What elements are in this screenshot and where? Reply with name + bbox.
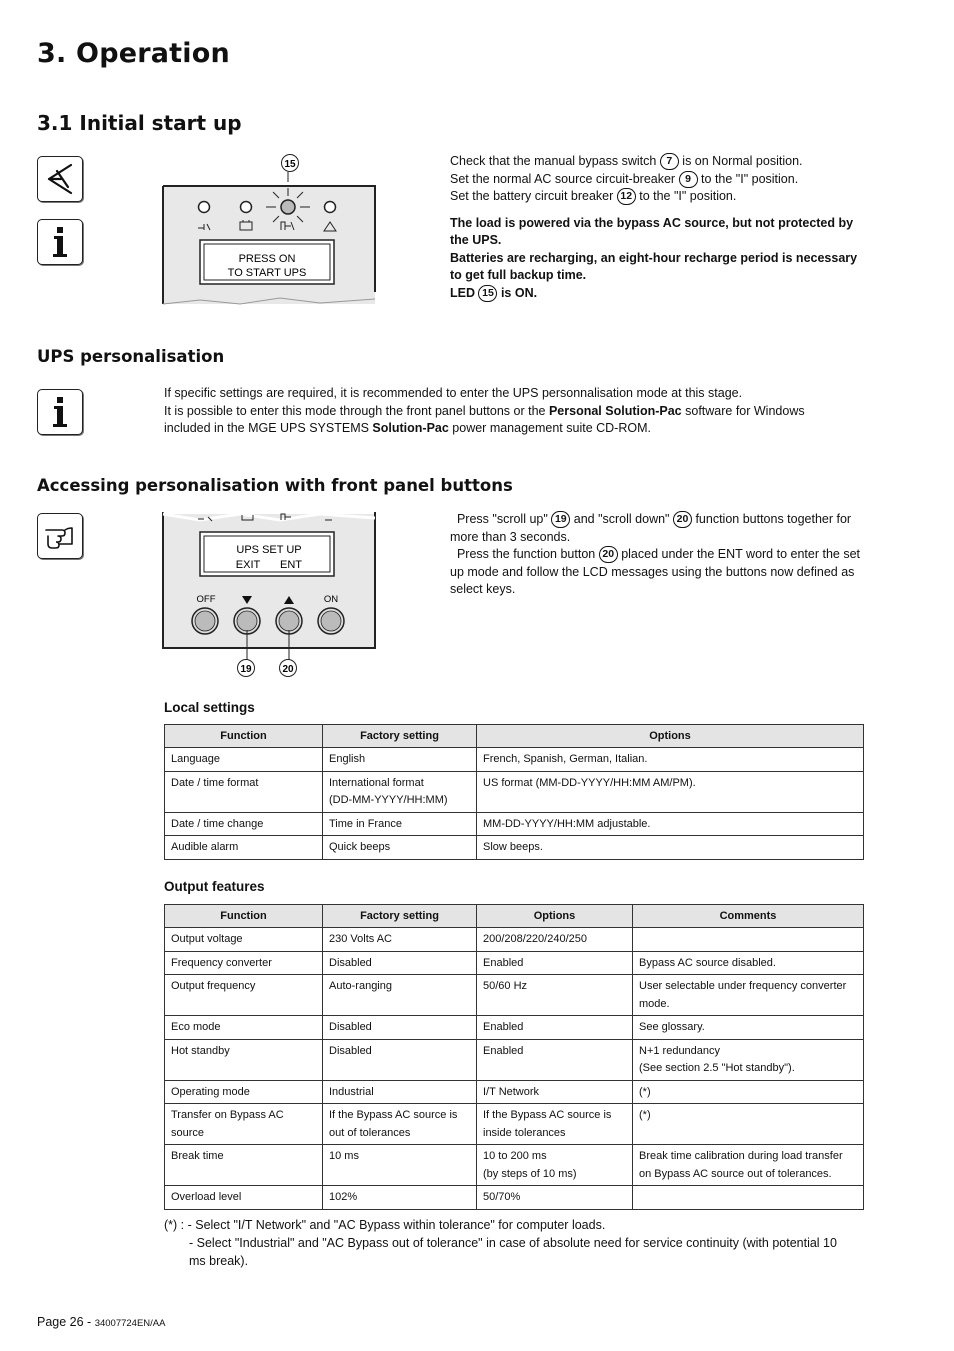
table-row [165,1016,864,1040]
instruction-line: Check that the manual bypass switch 7 is on Normal position. [450,153,860,171]
table-cell: Output voltage [165,928,323,952]
table-cell: 230 Volts AC [323,928,477,952]
table-cell: French, Spanish, German, Italian. [477,748,864,772]
table-row [165,1186,864,1210]
table-row [165,812,864,836]
table-cell: See glossary. [633,1016,864,1040]
on-label: ON [323,594,339,605]
footnote-line-2: - Select "Industrial" and "AC Bypass out of tolerance" in case of absolute need for service continuity (with potential 10 ms break). [189,1236,837,1268]
front-panel-diagram-setup [160,510,380,682]
off-label: OFF [196,594,216,605]
table-cell: 50/70% [477,1186,633,1210]
led-status: LED 15 is ON. [450,285,860,303]
table-cell [633,928,864,952]
access-step-1: Press "scroll up" 19 and "scroll down" 20 function buttons together for more than 3 seconds. [450,512,852,544]
table-cell: Auto-ranging [323,975,477,1016]
table-cell: If the Bypass AC source is out of tolerances [323,1104,477,1145]
warning-battery: Batteries are recharging, an eight-hour recharge period is necessary to get full backup time. [450,250,858,282]
table-cell: 102% [323,1186,477,1210]
access-step-2: Press the function button 20 placed under the ENT word to enter the set up mode and follow the LCD messages using the buttons now defined as select keys. [450,547,860,596]
personalisation-text [164,385,864,438]
table-cell: US format (MM-DD-YYYY/HH:MM AM/PM). [477,771,864,812]
personalisation-line: It is possible to enter this mode through the front panel buttons or the Personal Solution-Pac software for Windows [164,403,805,418]
initial-start-instructions [450,153,860,302]
table-row [165,975,864,1016]
table-cell: Disabled [323,1016,477,1040]
table-row [165,748,864,772]
table-cell: (*) [633,1104,864,1145]
footnote-line-1: (*) : - Select "I/T Network" and "AC Bypass within tolerance" for computer loads. [164,1218,606,1232]
column-header: Function [165,905,323,928]
table-cell: I/T Network [477,1080,633,1104]
table-row [165,771,864,812]
table-cell: Enabled [477,1039,633,1080]
instruction-line: Set the battery circuit breaker 12 to the "I" position. [450,188,860,206]
table-row [165,951,864,975]
table-cell: Frequency converter [165,951,323,975]
table-row [165,928,864,952]
table-cell: Overload level [165,1186,323,1210]
table-row [165,1080,864,1104]
table-cell: Date / time change [165,812,323,836]
table-row [165,836,864,860]
table-cell: 50/60 Hz [477,975,633,1016]
page-title: 3. Operation [37,38,230,69]
table-cell: Eco mode [165,1016,323,1040]
pointing-hand-icon [37,513,83,559]
table-cell: Quick beeps [323,836,477,860]
table-cell [633,1186,864,1210]
column-header: Options [477,905,633,928]
local-settings-title: Local settings [164,700,255,715]
table-cell: Language [165,748,323,772]
table-cell: Date / time format [165,771,323,812]
access-instructions [450,511,862,599]
table-cell: Transfer on Bypass AC source [165,1104,323,1145]
table-cell: 10 to 200 ms (by steps of 10 ms) [477,1145,633,1186]
table-cell: Output frequency [165,975,323,1016]
table-cell: Slow beeps. [477,836,864,860]
front-panel-diagram-startup [160,152,380,307]
lcd-ent-label: ENT [280,559,302,571]
table-cell: Industrial [323,1080,477,1104]
table-cell: Break time [165,1145,323,1186]
table-cell: Bypass AC source disabled. [633,951,864,975]
table-cell: Disabled [323,1039,477,1080]
table-row [165,1104,864,1145]
column-header: Function [165,725,323,748]
table-cell: International format (DD-MM-YYYY/HH:MM) [323,771,477,812]
lcd-line-2: TO START UPS [227,267,307,279]
table-cell: Audible alarm [165,836,323,860]
info-icon [37,219,83,265]
table-cell: Operating mode [165,1080,323,1104]
section-heading-initial: 3.1 Initial start up [37,111,242,135]
local-settings-table [164,724,864,860]
callout-19: 19 [240,664,252,675]
table-cell: User selectable under frequency converter mode. [633,975,864,1016]
column-header: Comments [633,905,864,928]
personalisation-line: If specific settings are required, it is recommended to enter the UPS personnalisation mode at this stage. [164,386,743,400]
table-row [165,1145,864,1186]
section-heading-access: Accessing personalisation with front panel buttons [37,476,513,495]
table-cell: Time in France [323,812,477,836]
table-cell: 10 ms [323,1145,477,1186]
table-cell: Break time calibration during load transfer on Bypass AC source out of tolerances. [633,1145,864,1186]
callout-20: 20 [282,664,294,675]
table-cell: Hot standby [165,1039,323,1080]
lcd-line-1: PRESS ON [238,253,296,265]
document-reference: 34007724EN/AA [94,1318,166,1329]
table-cell: Enabled [477,951,633,975]
page-footer [37,1315,165,1329]
output-features-table [164,904,864,1210]
warning-load: The load is powered via the bypass AC source, but not protected by the UPS. [450,215,854,247]
instruction-line: Set the normal AC source circuit-breaker 9 to the "I" position. [450,171,860,189]
lcd-exit-label: EXIT [235,559,261,571]
table-cell: Disabled [323,951,477,975]
section-heading-personalisation: UPS personalisation [37,347,225,366]
table-cell: (*) [633,1080,864,1104]
table-cell: Enabled [477,1016,633,1040]
info-icon [37,389,83,435]
column-header: Factory setting [323,725,477,748]
column-header: Factory setting [323,905,477,928]
table-row [165,1039,864,1080]
personalisation-line: included in the MGE UPS SYSTEMS Solution-Pac power management suite CD-ROM. [164,421,651,435]
table-cell: 200/208/220/240/250 [477,928,633,952]
page-number: Page 26 - [37,1315,95,1329]
table-cell: English [323,748,477,772]
table-cell: If the Bypass AC source is inside tolerances [477,1104,633,1145]
footnote [164,1216,854,1270]
lcd-setup-line: UPS SET UP [236,544,302,556]
output-features-title: Output features [164,879,265,894]
caution-icon [37,156,83,202]
led-callout: 15 [284,159,296,170]
table-cell: MM-DD-YYYY/HH:MM adjustable. [477,812,864,836]
table-cell: N+1 redundancy (See section 2.5 "Hot standby"). [633,1039,864,1080]
column-header: Options [477,725,864,748]
